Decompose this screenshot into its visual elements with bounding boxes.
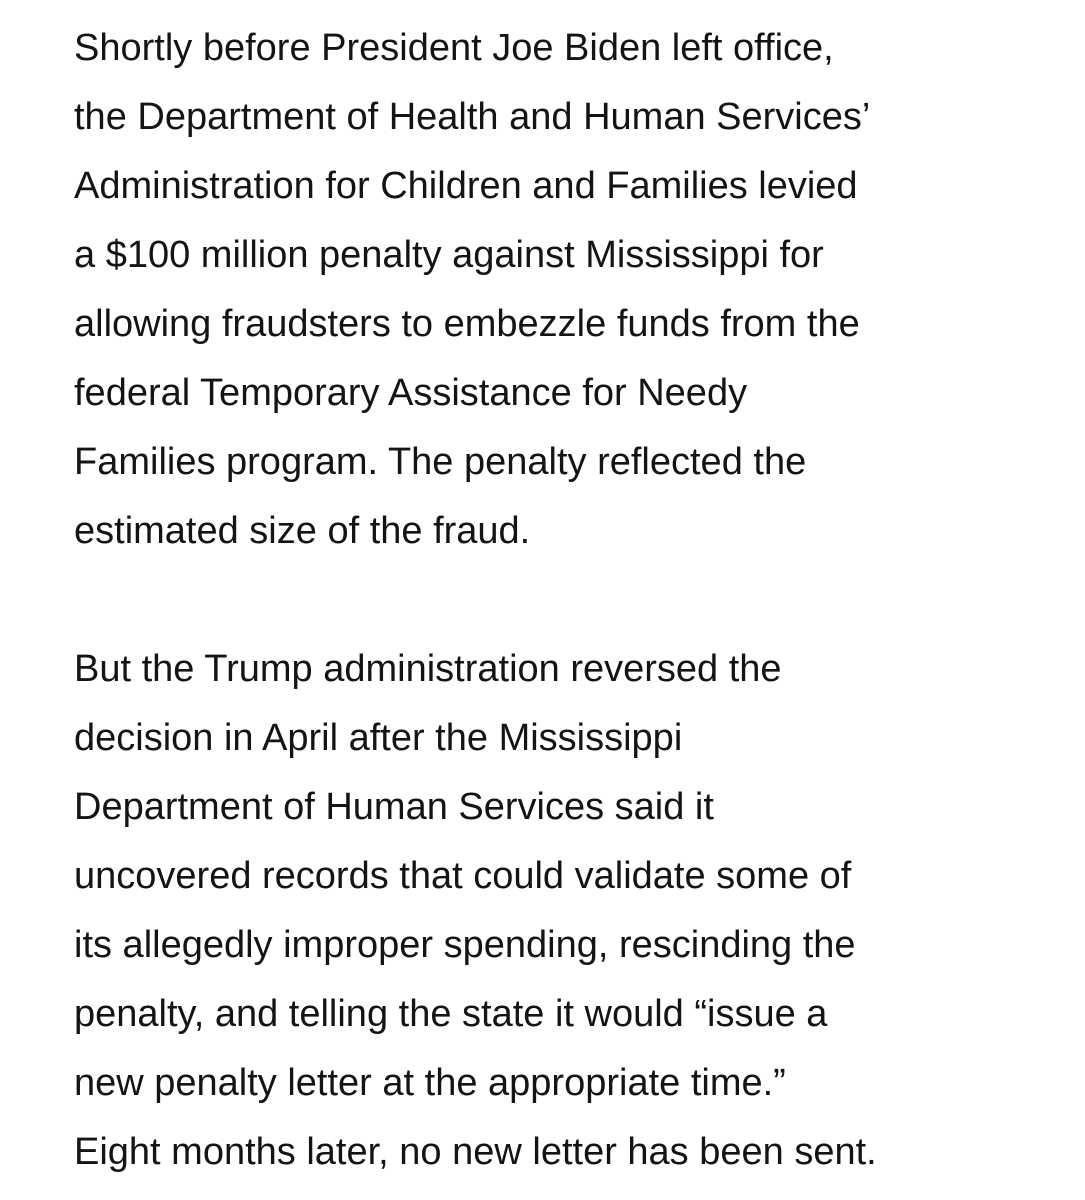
text-line: its allegedly improper spending, rescinding the — [74, 924, 856, 966]
text-line: Administration for Children and Families levied — [74, 165, 858, 207]
text-line: Department of Human Services said it — [74, 786, 714, 828]
text-line: a $100 million penalty against Mississippi for — [74, 234, 824, 276]
text-line: allowing fraudsters to embezzle funds from the — [74, 303, 860, 345]
text-line: Families program. The penalty reflected the — [74, 441, 807, 483]
paragraph-trump-reversal — [74, 635, 1054, 1187]
text-line: federal Temporary Assistance for Needy — [74, 372, 748, 414]
text-line: Eight months later, no new letter has been sent. — [74, 1131, 877, 1173]
paragraph-biden-penalty — [74, 14, 1054, 566]
text-line: decision in April after the Mississippi — [74, 717, 683, 759]
text-line: uncovered records that could validate some of — [74, 855, 852, 897]
text-line: But the Trump administration reversed the — [74, 648, 782, 690]
text-line: the Department of Health and Human Services’ — [74, 96, 871, 138]
text-line: new penalty letter at the appropriate time.” — [74, 1062, 786, 1104]
text-line: estimated size of the fraud. — [74, 510, 531, 552]
text-line: Shortly before President Joe Biden left office, — [74, 27, 834, 69]
text-line: penalty, and telling the state it would “issue a — [74, 993, 828, 1035]
article-body — [74, 14, 1054, 1187]
